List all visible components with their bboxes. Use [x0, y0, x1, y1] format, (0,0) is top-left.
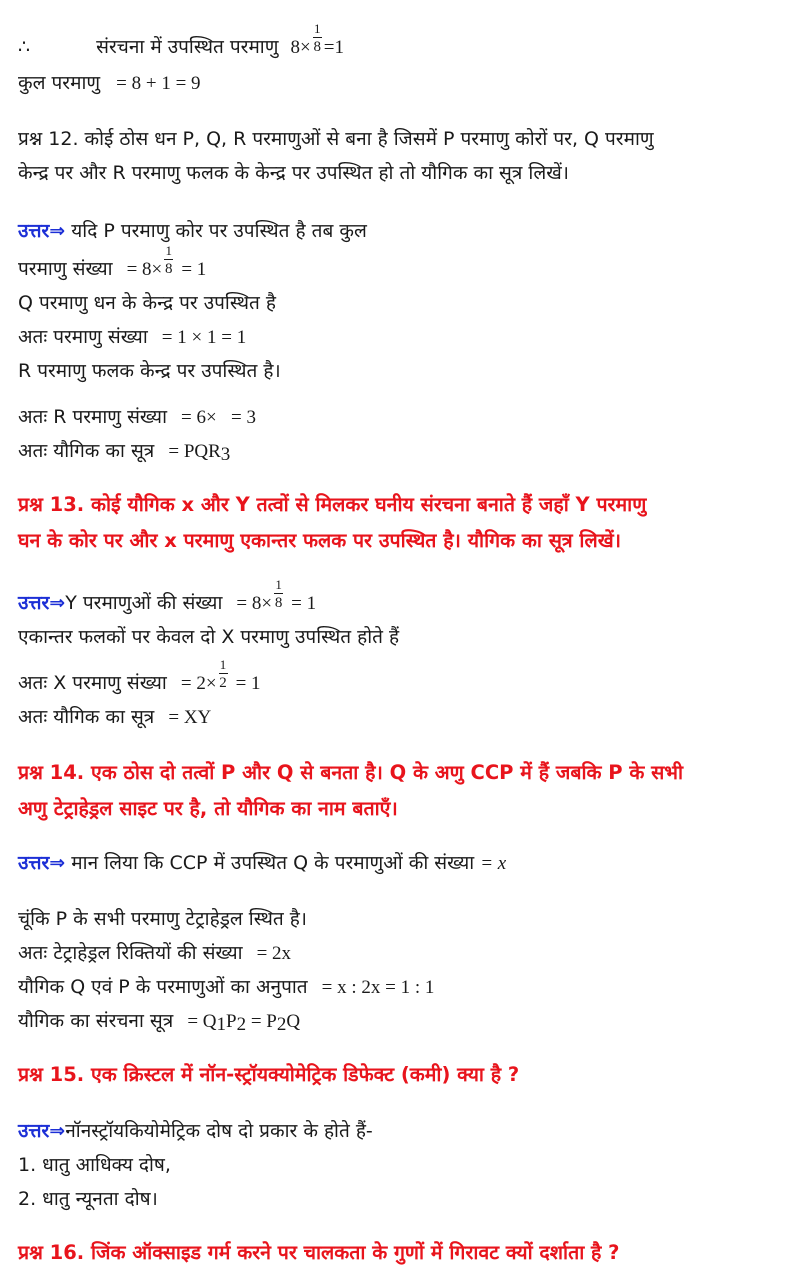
answer-15-line-2: 1. धातु आधिक्य दोष,: [18, 1154, 171, 1176]
answer-14-line-5: [18, 1008, 789, 1035]
question-16: प्रश्न 16. जिंक ऑक्साइड गर्म करने पर चालकता के गुणों में गिरावट क्यों दर्शाता है ?: [18, 1241, 620, 1264]
question-13-line-2: घन के कोर पर और x परमाणु एकान्तर फलक पर उपस्थित है। यौगिक का सूत्र लिखें।: [18, 529, 622, 552]
line-text: अतः टेट्राहेड्रल रिक्तियों की संख्या: [18, 942, 243, 964]
subscript: 2: [276, 1014, 287, 1035]
answer-15-line-1: [18, 1118, 789, 1144]
answer-label: उत्तर⇒: [18, 592, 66, 614]
math-expr: = P: [246, 1011, 277, 1032]
question-14-line-1: प्रश्न 14. एक ठोस दो तत्वों P और Q से बनता है। Q के अणु CCP में हैं जबकि P के सभी: [18, 761, 684, 784]
question-15: प्रश्न 15. एक क्रिस्टल में नॉन-स्ट्रॉयक्योमेट्रिक डिफेक्ट (कमी) क्या है ?: [18, 1063, 520, 1086]
subscript: 1: [216, 1014, 226, 1035]
fraction: [312, 21, 323, 60]
line-text: अतः यौगिक का सूत्र: [18, 706, 155, 728]
answer-14-line-3: [18, 940, 789, 967]
line-text: मान लिया कि CCP में उपस्थित Q के परमाणुओं की संख्या: [71, 852, 475, 874]
line-text: अतः R परमाणु संख्या: [18, 406, 167, 428]
answer-label: उत्तर⇒: [18, 852, 66, 874]
math-expr: Q: [286, 1011, 301, 1032]
math-expr: = 1 × 1 = 1: [161, 327, 247, 348]
answer-14-line-2: चूंकि P के सभी परमाणु टेट्राहेड्रल स्थित है।: [18, 908, 308, 930]
fraction-denominator: 8: [274, 595, 283, 611]
answer-label: उत्तर⇒: [18, 220, 66, 242]
answer-12-line-1: [18, 218, 789, 244]
math-expr: = 1: [235, 673, 261, 694]
line-text: कुल परमाणु: [18, 72, 101, 94]
fraction-numerator: 1: [275, 577, 282, 592]
math-expr: P: [226, 1011, 237, 1032]
question-12-line-2: केन्द्र पर और R परमाणु फलक के केन्द्र पर उपस्थित हो तो यौगिक का सूत्र लिखें।: [18, 162, 569, 184]
fraction-numerator: 1: [165, 243, 173, 258]
line-text: यदि P परमाणु कोर पर उपस्थित है तब कुल: [71, 220, 367, 242]
fraction-denominator: 8: [165, 261, 173, 277]
math-expr: = x: [480, 853, 507, 874]
question-14-line-2: अणु टेट्राहेड्रल साइट पर है, तो यौगिक का नाम बताएँ।: [18, 797, 398, 820]
math-expr: = Q: [187, 1011, 217, 1032]
line-text: अतः परमाणु संख्या: [18, 326, 148, 348]
answer-12-line-5: R परमाणु फलक केन्द्र पर उपस्थित है।: [18, 360, 281, 382]
fraction-denominator: 2: [219, 675, 227, 691]
answer-12-line-7: [18, 438, 789, 465]
line-text: परमाणु संख्या: [18, 258, 113, 280]
answer-14-line-4: [18, 974, 789, 1001]
fraction-numerator: 1: [313, 21, 321, 36]
line-text: अतः यौगिक का सूत्र: [18, 440, 155, 462]
math-expr: = 1: [181, 259, 207, 280]
math-expr: = 8×: [236, 593, 273, 614]
answer-label: उत्तर⇒: [18, 1120, 66, 1142]
math-expr: 8×: [290, 37, 311, 58]
answer-13-line-1: [18, 577, 789, 617]
line-text: यौगिक Q एवं P के परमाणुओं का अनुपात: [18, 976, 308, 998]
line-text: Y परमाणुओं की संख्या: [65, 592, 223, 614]
math-expr: = 2×: [180, 673, 217, 694]
answer-13-line-3: [18, 657, 789, 697]
line-structure-atoms: [18, 21, 789, 61]
answer-12-line-2: [18, 243, 789, 283]
answer-12-line-6: [18, 404, 789, 431]
line-text: अतः X परमाणु संख्या: [18, 672, 167, 694]
math-expr: = 1: [291, 593, 317, 614]
therefore-symbol: ∴: [18, 36, 31, 58]
math-expr: = PQR: [168, 441, 221, 462]
subscript: 3: [220, 444, 231, 465]
math-expr: =1: [323, 37, 344, 58]
math-expr: = 2x: [256, 943, 292, 964]
math-expr: = 8×: [126, 259, 163, 280]
fraction: [273, 577, 284, 616]
line-text: यौगिक का संरचना सूत्र: [18, 1010, 174, 1032]
line-text: संरचना में उपस्थित परमाणु: [96, 36, 279, 58]
math-expr: = 6× = 3: [181, 407, 256, 428]
fraction-numerator: 1: [219, 657, 227, 672]
line-text: नॉनस्ट्रॉयकियोमेट्रिक दोष दो प्रकार के होते हैं-: [65, 1120, 373, 1142]
fraction-denominator: 8: [313, 39, 321, 55]
answer-15-line-3: 2. धातु न्यूनता दोष।: [18, 1188, 158, 1210]
fraction: [218, 657, 229, 696]
math-expr: = 8 + 1 = 9: [116, 73, 201, 94]
math-expr: = x : 2x = 1 : 1: [321, 977, 435, 998]
subscript: 2: [236, 1014, 247, 1035]
fraction: [163, 243, 174, 282]
question-12-line-1: प्रश्न 12. कोई ठोस धन P, Q, R परमाणुओं से बना है जिसमें P परमाणु कोरों पर, Q परमाणु: [18, 128, 654, 150]
line-total-atoms: [18, 70, 789, 97]
question-13-line-1: प्रश्न 13. कोई यौगिक x और Y तत्वों से मिलकर घनीय संरचना बनाते हैं जहाँ Y परमाणु: [18, 493, 647, 516]
math-expr: = XY: [168, 707, 212, 728]
answer-13-line-4: [18, 704, 789, 731]
answer-12-line-4: [18, 324, 789, 351]
answer-14-line-1: [18, 850, 789, 877]
answer-13-line-2: एकान्तर फलकों पर केवल दो X परमाणु उपस्थित होते हैं: [18, 626, 400, 648]
answer-12-line-3: Q परमाणु धन के केन्द्र पर उपस्थित है: [18, 292, 276, 314]
